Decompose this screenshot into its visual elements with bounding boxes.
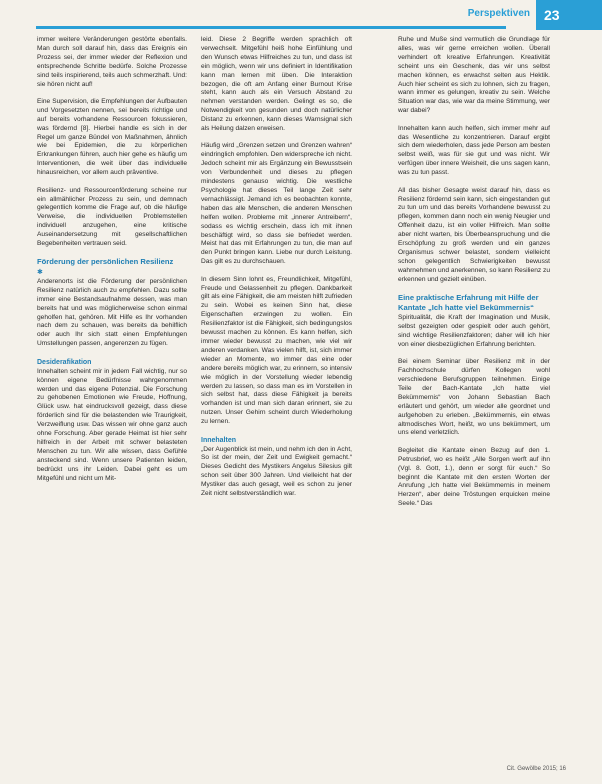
asterisk-icon: ✱ [37,268,43,276]
paragraph: In diesem Sinn lohnt es, Freundlichkeit, Mitgefühl, Freude und Gelassenheit zu pflegen. Dankbarkeit gilt als eine Fähigkeit, die am meisten hilft zufrieden zu sein. Wobei es keinen Sinn hat, diese Eigenschaften erzwingen zu wollen. Ein Resilienzfaktor ist die Fähigkeit, sich bedingungslos bewusst machen zu können. Es kann helfen, sich immer wieder bewusst zu machen, wie viel wir anderen verdanken. Was vielen hilft, ist, sich immer wieder an Momente, wo immer das eine oder andere bereits möglich war, zu erinnern, so intensiv wie möglich in der Vorstellung wieder lebendig werden zu lassen, so dass man es im Vorstellen in sich selbst hat, dass diese Fähigkeit ja bereits vorhanden ist und man sich daran erinnert, sie zu nutzen. Unser Gehirn scheint durch Wiederholung zu lernen. [201,275,352,426]
paragraph: Spiritualität, die Kraft der Imagination und Musik, selbst gezeigten oder gespielt oder auch gehört, sind wichtige Resilienzfaktoren; daher will ich hier von einer diesbezüglichen Erfahrung berichten. [398,314,550,348]
subsection-heading: Desiderafikation [37,358,92,366]
paragraph: All das bisher Gesagte weist darauf hin, dass es Resilienz fördernd sein kann, sich eingestanden gut zu tun um und das bereits Vorhandene bewusst zu pflegen, kommen dann noch ein wenig Neugier und Offenheit dazu, ist ein voller Hilfreich. Man sollte aber nicht warten, bis Überbeanspruchung und die Erschöpfung zu groß werden und ein ganzes Organismus schwer belastet, sondern vielleicht schon gelegentlich Schwierigkeiten bewusst wahrnehmen und anerkennen, so kann Resilienz zu erkennen und gezielt einüben. [398,186,550,283]
page-number-box [536,0,602,30]
section-heading: Förderung der persönlichen Resilienz [37,257,174,267]
paragraph: Innehalten scheint mir in jedem Fall wichtig, nur so können eigene Bedürfnisse wahrgenommen werden und das eigene Potenzial. Die Forschung zu gehobenen Emotionen wie Freude, Hoffnung, Glück usw. hat eindrucksvoll gezeigt, dass diese förderlich sind für die belastenden wie Traurigkeit, Verzweiflung usw. Das wissen wir ohne ganz auch ohne Forschung. Aber gerade Heimat ist hier sehr hilfreich in der Arbeit mit schwer belasteten Menschen zu tun. Wir alle wissen, dass Gefühle ansteckend sind. Wenn unsere Patienten leiden, bedrückt uns ihr Leiden. Dabei geht es um Mitgefühl und nicht um Mit- [37,367,187,482]
text-column-2 [201,36,352,508]
paragraph: Begleitet die Kantate einen Bezug auf den 1. Petrusbrief, wo es heißt „Alle Sorgen werft auf ihn (Vgl. 8. Gott, 1.), denn er sorgt für euch.“ So beginnt die Kantate mit den ersten Worten der Anrufung „Ich hatte viel Bekümmernis in meinem Herzen“, aber deine Tröstungen erquicken meine Seele.“ Das [398,446,550,508]
paragraph: Anderenorts ist die Förderung der persönlichen Resilienz natürlich auch zu empfehlen. Dazu sollte immer eine Bestandsaufnahme dessen, was man bereits hat und was möglicherweise schon einmal geholfen hat, gehören. Mit Hilfe es Ihr vorhanden nach dem zu schauen, was bereits da behilflich oder auch Ihr sich statt einen Empfehlungen Umstellungen passen, angerenzen zu fügen. [37,277,187,348]
paragraph: leid. Diese 2 Begriffe werden sprachlich oft verwechselt. Mitgefühl heiß hohe Einfühlung und den Wunsch etwas Hilfreiches zu tun, und dass ist ein möglich, wenn wir uns definiert in Identifikation kann man lernen mit üben. Die Interaktion bezogen, die oft am Anfang einer Burnout Krise steht, kann auch als ein Versuch Abstand zu nehmen verstanden werden. Gelingt es so, die Notwendigkeit von gesunden und doch natürlicher Distanz zu erkennen, kann dieses Warnsignal sich als Heilung dalzen erweisen. [201,36,352,133]
text-column-3 [398,36,550,518]
page-number: 23 [544,7,560,23]
page-footer: Cit. Gewölbe 2015; 16 [506,766,566,772]
section-label: Perspektiven [467,8,530,19]
header-rule [36,26,506,29]
paragraph: Resilienz- und Ressourcenförderung scheine nur ein allmählicher Prozess zu sein, und demnach gelegentlich komme die Frage auf, ob die häufige Verweise, die individuellen Problemstellen individuell anzugehen, eine kritische Auseinandersetzung mit gesellschaftlichen Begebenheiten vertrauen seid. [37,186,187,248]
paragraph: „Der Augenblick ist mein, und nehm ich den in Acht, So ist der mein, der Zeit und Ewigkeit gemacht.“ Dieses Gedicht des Mystikers Angelus Silesius gilt schon seit über 300 Jahren. Und vielleicht hat der Mystiker das auch gesagt, weil es schon zu jener Zeit nicht selbstverständlich war. [201,445,352,498]
subsection-heading: Innehalten [201,436,237,444]
paragraph: Bei einem Seminar über Resilienz mit in der Fachhochschule dürfen Kollegen wohl verschiedene Berufsgruppen teilnehmen. Einige Teile der Bach-Kantate „Ich hatte viel Bekümmernis“ von Johann Sebastian Bach erläutert und gehört, um wieder alle geordnet und aufgehoben zu erleben. „Bekümmernis, ein etwas altmodisches Wort, heißt, wo uns bekümmert, um uns elend verletzlich. [398,358,550,437]
paragraph: immer weitere Veränderungen gestörte ebenfalls. Man durch soll darauf hin, dass das Ereignis ein Prozess sei, der immer wieder der Reflexion und entsprechende Schritte bedürfe. Solche Prozesse sind teils inspirierend, teils auch schmerzhaft. Und: sie hören nicht auf! [37,36,187,88]
paragraph: Ruhe und Muße sind vermutlich die Grundlage für alles, was wir gerne erreichen wollen. Überall verhindert oft kreative Erfahrungen. Kreativität scheint uns ein Geschenk, das wir uns selbst machen können, es erwachst selten aus Hektik. Auch hier scheint es sich zu lohnen, sich zu fragen, wann immer es gelungen, kreativ zu sein. Welche Situation war das, wie war da meine Stimmung, wer war dabei? [398,36,550,115]
text-column-1 [37,36,187,492]
page-header [0,0,602,30]
paragraph: Innehalten kann auch helfen, sich immer mehr auf das Wesentliche zu konzentrieren. Darauf ergibt sich dem wiederholen, dass jede Person am besten selbst weiß, was für sie gut und was nicht. Wir verfügen über innere Weisheit, die uns sagen kann, was zu tun passt. [398,124,550,177]
paragraph: Häufig wird „Grenzen setzen und Grenzen wahren“ eindringlich empfohlen. Den widerspreche ich nicht. Jedoch scheint mir als Ergänzung ein Bewusstsein von Verbundenheit und dieses zu pflegen mindestens genauso wichtig. Die westliche Psychologie hat dieses Teil lange Zeit sehr vernachlässigt. Jemand ich es beobachten konnte, haben das alle Menschen, die anderen Menschen helfen wollen. Probleme mit „innerer Antreibern“, sodass es wichtig erschein, dass ich mit ihnen beschäftigt wird, so dass sie befriedet werden. Meist hat das mit Erfahrungen zu tun, die man auf den Punkt bringen kann. Liebe nur durch Leistung. Das gilt es zu durchschauen. [201,142,352,266]
paragraph: Eine Supervision, die Empfehlungen der Aufbauten und Vorgesetzten nennen, sei bereits richtige und auf bereits vorhandene Ressourcen fokussieren, was fördernd [8]. Hierbei handle es sich in der Regel um ganze Bündel von Maßnahmen, ähnlich wie bei Epidemien, die zu körperlichen Erkrankungen führen, auch hier gehe es häufig um Interventionen, die weit über das individuelle hinausreichen, vor allem auch präventive. [37,97,187,177]
section-heading: Eine praktische Erfahrung mit Hilfe der Kantate „Ich hatte viel Bekümmernis“ [398,293,539,312]
